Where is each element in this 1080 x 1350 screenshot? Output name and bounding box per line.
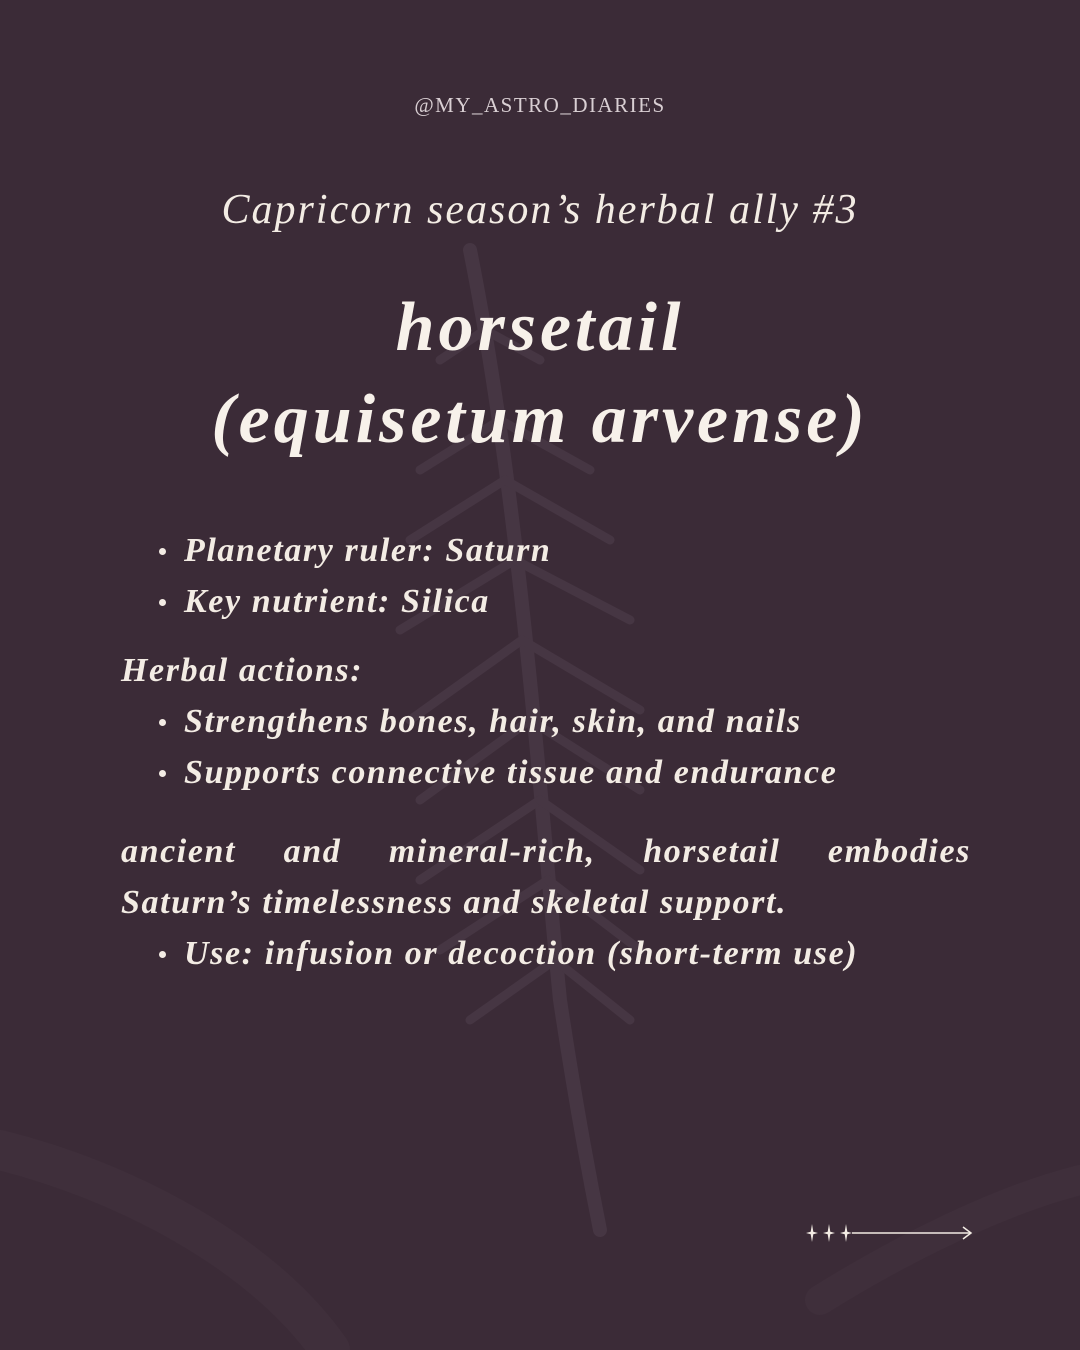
title-common-name: horsetail (395, 289, 685, 366)
description-line-2: Saturn’s timelessness and skeletal support. (121, 884, 788, 921)
description-line-1 (121, 826, 971, 877)
actions-heading: Herbal actions: (121, 652, 364, 689)
list-item: Key nutrient: Silica (121, 576, 971, 627)
list-item: Use: infusion or decoction (short-term use) (121, 928, 971, 979)
description-word: and (283, 833, 342, 870)
title-latin-name: (equisetum arvense) (211, 381, 869, 458)
list-item: Strengthens bones, hair, skin, and nails (121, 696, 971, 747)
list-item: Planetary ruler: Saturn (121, 525, 971, 576)
facts-list (121, 525, 971, 627)
sparkle-arrow-icon[interactable] (806, 1222, 976, 1244)
description-word: horsetail (643, 833, 781, 870)
actions-list (121, 696, 971, 798)
description-word: embodies (827, 833, 971, 870)
use-list (121, 928, 971, 979)
facts-section (121, 525, 971, 627)
page-title (0, 282, 1080, 466)
description-section (121, 826, 971, 979)
description-word: ancient (121, 833, 237, 870)
subtitle: Capricorn season’s herbal ally #3 (221, 187, 859, 233)
account-handle: @MY_ASTRO_DIARIES (414, 93, 666, 117)
description-word: mineral-rich, (388, 833, 596, 870)
actions-section (121, 645, 971, 798)
list-item: Supports connective tissue and endurance (121, 747, 971, 798)
